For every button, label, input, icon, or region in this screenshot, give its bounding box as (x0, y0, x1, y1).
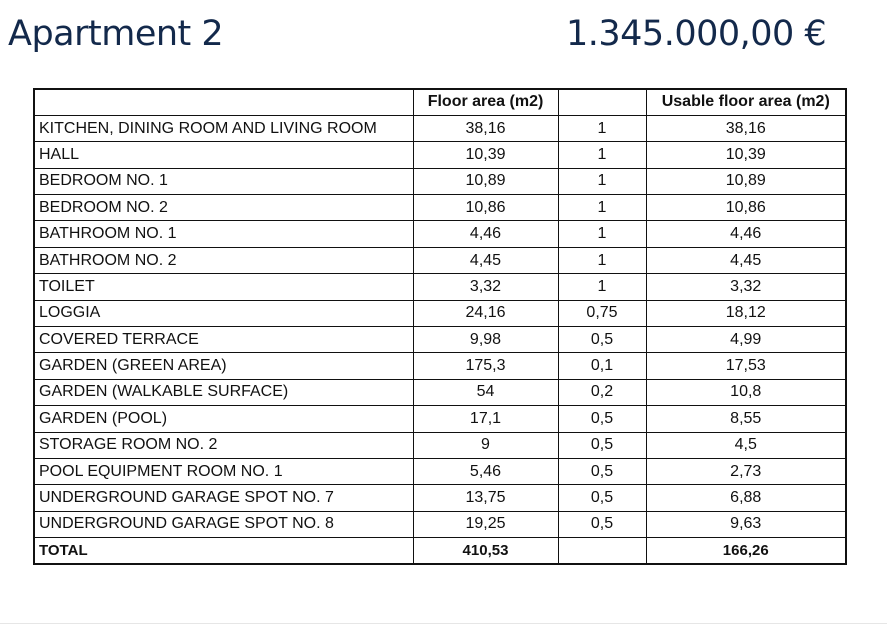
cell-usable-area: 17,53 (646, 353, 846, 379)
total-row (34, 538, 846, 564)
table-row (34, 458, 846, 484)
cell-floor-area: 4,46 (413, 221, 558, 247)
cell-usable-area: 38,16 (646, 115, 846, 141)
cell-usable-area: 4,5 (646, 432, 846, 458)
cell-room: GARDEN (WALKABLE SURFACE) (34, 379, 413, 405)
cell-room: UNDERGROUND GARAGE SPOT NO. 7 (34, 485, 413, 511)
cell-coefficient: 1 (558, 247, 646, 273)
cell-coefficient: 0,5 (558, 485, 646, 511)
total-floor-area: 410,53 (413, 538, 558, 564)
cell-usable-area: 9,63 (646, 511, 846, 537)
table-row (34, 195, 846, 221)
table-row (34, 485, 846, 511)
cell-room: UNDERGROUND GARAGE SPOT NO. 8 (34, 511, 413, 537)
table-row (34, 327, 846, 353)
cell-floor-area: 10,39 (413, 142, 558, 168)
cell-usable-area: 18,12 (646, 300, 846, 326)
cell-coefficient: 1 (558, 168, 646, 194)
cell-usable-area: 2,73 (646, 458, 846, 484)
cell-room: POOL EQUIPMENT ROOM NO. 1 (34, 458, 413, 484)
header-usable-area: Usable floor area (m2) (646, 89, 846, 115)
cell-room: BATHROOM NO. 2 (34, 247, 413, 273)
price-label: 1.345.000,00 € (566, 14, 827, 54)
cell-usable-area: 10,8 (646, 379, 846, 405)
cell-floor-area: 19,25 (413, 511, 558, 537)
header-room (34, 89, 413, 115)
cell-room: BEDROOM NO. 1 (34, 168, 413, 194)
table-body (34, 115, 846, 564)
cell-coefficient: 0,5 (558, 432, 646, 458)
cell-usable-area: 10,86 (646, 195, 846, 221)
table-row (34, 511, 846, 537)
cell-room: GARDEN (POOL) (34, 406, 413, 432)
cell-room: HALL (34, 142, 413, 168)
cell-coefficient: 0,5 (558, 327, 646, 353)
table-header-row (34, 89, 846, 115)
header-floor-area: Floor area (m2) (413, 89, 558, 115)
table-row (34, 115, 846, 141)
cell-room: STORAGE ROOM NO. 2 (34, 432, 413, 458)
table-row (34, 300, 846, 326)
cell-room: KITCHEN, DINING ROOM AND LIVING ROOM (34, 115, 413, 141)
total-coefficient (558, 538, 646, 564)
cell-coefficient: 0,5 (558, 511, 646, 537)
table-row (34, 432, 846, 458)
cell-room: BEDROOM NO. 2 (34, 195, 413, 221)
cell-coefficient: 0,2 (558, 379, 646, 405)
cell-floor-area: 10,86 (413, 195, 558, 221)
cell-coefficient: 1 (558, 274, 646, 300)
cell-floor-area: 9,98 (413, 327, 558, 353)
cell-room: TOILET (34, 274, 413, 300)
cell-floor-area: 17,1 (413, 406, 558, 432)
table-row (34, 406, 846, 432)
table-row (34, 221, 846, 247)
cell-floor-area: 5,46 (413, 458, 558, 484)
cell-floor-area: 3,32 (413, 274, 558, 300)
cell-coefficient: 0,1 (558, 353, 646, 379)
cell-room: LOGGIA (34, 300, 413, 326)
total-usable-area: 166,26 (646, 538, 846, 564)
cell-floor-area: 54 (413, 379, 558, 405)
cell-room: GARDEN (GREEN AREA) (34, 353, 413, 379)
header-coefficient (558, 89, 646, 115)
cell-floor-area: 38,16 (413, 115, 558, 141)
cell-coefficient: 1 (558, 195, 646, 221)
cell-coefficient: 1 (558, 115, 646, 141)
cell-usable-area: 4,45 (646, 247, 846, 273)
cell-usable-area: 6,88 (646, 485, 846, 511)
cell-room: BATHROOM NO. 1 (34, 221, 413, 247)
cell-floor-area: 9 (413, 432, 558, 458)
cell-usable-area: 3,32 (646, 274, 846, 300)
table-row (34, 274, 846, 300)
total-room: TOTAL (34, 538, 413, 564)
cell-coefficient: 0,75 (558, 300, 646, 326)
table-row (34, 142, 846, 168)
divider (0, 623, 887, 624)
cell-usable-area: 4,99 (646, 327, 846, 353)
cell-usable-area: 4,46 (646, 221, 846, 247)
area-table (33, 88, 847, 565)
cell-floor-area: 10,89 (413, 168, 558, 194)
cell-usable-area: 8,55 (646, 406, 846, 432)
table-row (34, 353, 846, 379)
page-title: Apartment 2 (8, 14, 224, 54)
cell-floor-area: 13,75 (413, 485, 558, 511)
cell-room: COVERED TERRACE (34, 327, 413, 353)
table-row (34, 168, 846, 194)
cell-floor-area: 4,45 (413, 247, 558, 273)
cell-usable-area: 10,39 (646, 142, 846, 168)
cell-coefficient: 1 (558, 221, 646, 247)
cell-coefficient: 0,5 (558, 406, 646, 432)
cell-coefficient: 1 (558, 142, 646, 168)
cell-floor-area: 24,16 (413, 300, 558, 326)
table-row (34, 379, 846, 405)
table-row (34, 247, 846, 273)
cell-coefficient: 0,5 (558, 458, 646, 484)
cell-usable-area: 10,89 (646, 168, 846, 194)
cell-floor-area: 175,3 (413, 353, 558, 379)
